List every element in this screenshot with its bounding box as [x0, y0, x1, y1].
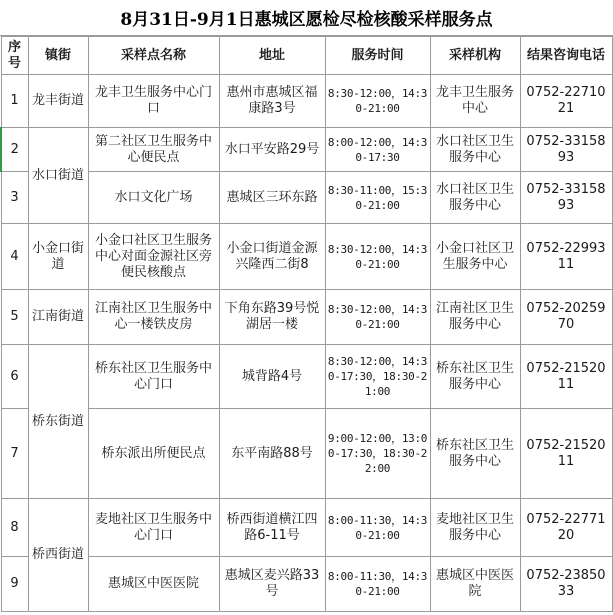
row-index[interactable]: 2	[1, 128, 28, 172]
org-cell[interactable]: 龙丰卫生服务中心	[430, 75, 520, 128]
address-cell[interactable]: 小金口街道金源兴隆西二街8	[219, 224, 325, 290]
address-cell[interactable]: 惠城区麦兴路33号	[219, 557, 325, 612]
address-cell[interactable]: 城背路4号	[219, 345, 325, 409]
column-header-site[interactable]: 采样点名称	[88, 37, 219, 75]
org-cell[interactable]: 水口社区卫生服务中心	[430, 172, 520, 224]
site-cell[interactable]: 桥东派出所便民点	[88, 409, 219, 499]
org-cell[interactable]: 桥东社区卫生服务中心	[430, 409, 520, 499]
site-cell[interactable]: 桥东社区卫生服务中心门口	[88, 345, 219, 409]
row-index[interactable]: 1	[1, 75, 28, 128]
org-cell[interactable]: 小金口社区卫生服务中心	[430, 224, 520, 290]
address-cell[interactable]: 惠城区三环东路	[219, 172, 325, 224]
hours-cell[interactable]: 8:00-11:30，14:30-21:00	[325, 499, 430, 557]
phone-cell[interactable]: 0752-2277120	[520, 499, 612, 557]
street-cell[interactable]: 龙丰街道	[28, 75, 88, 128]
column-header-street[interactable]: 镇街	[28, 37, 88, 75]
hours-cell[interactable]: 8:30-12:00，14:30-21:00	[325, 75, 430, 128]
phone-cell[interactable]: 0752-2152011	[520, 409, 612, 499]
org-cell[interactable]: 惠城区中医医院	[430, 557, 520, 612]
table-row	[1, 409, 612, 499]
site-cell[interactable]: 龙丰卫生服务中心门口	[88, 75, 219, 128]
hours-cell[interactable]: 8:00-11:30，14:30-21:00	[325, 557, 430, 612]
hours-cell[interactable]: 9:00-12:00，13:00-17:30，18:30-22:00	[325, 409, 430, 499]
hours-cell[interactable]: 8:30-12:00，14:30-17:30，18:30-21:00	[325, 345, 430, 409]
column-header-phone[interactable]: 结果咨询电话	[520, 37, 612, 75]
table-row	[1, 499, 612, 557]
site-cell[interactable]: 第二社区卫生服务中心便民点	[88, 128, 219, 172]
address-cell[interactable]: 东平南路88号	[219, 409, 325, 499]
org-cell[interactable]: 桥东社区卫生服务中心	[430, 345, 520, 409]
row-index[interactable]: 5	[1, 290, 28, 345]
column-header-index[interactable]: 序号	[1, 37, 28, 75]
hours-cell[interactable]: 8:30-12:00，14:30-21:00	[325, 290, 430, 345]
row-index[interactable]: 7	[1, 409, 28, 499]
row-index[interactable]: 3	[1, 172, 28, 224]
street-cell[interactable]: 水口街道	[28, 128, 88, 224]
site-cell[interactable]: 水口文化广场	[88, 172, 219, 224]
phone-cell[interactable]: 0752-2299311	[520, 224, 612, 290]
phone-cell[interactable]: 0752-2025970	[520, 290, 612, 345]
address-cell[interactable]: 惠州市惠城区福康路3号	[219, 75, 325, 128]
column-header-org[interactable]: 采样机构	[430, 37, 520, 75]
hours-cell[interactable]: 8:00-12:00，14:30-17:30	[325, 128, 430, 172]
phone-cell[interactable]: 0752-2271021	[520, 75, 612, 128]
row-index[interactable]: 4	[1, 224, 28, 290]
address-cell[interactable]: 水口平安路29号	[219, 128, 325, 172]
phone-cell[interactable]: 0752-3315893	[520, 128, 612, 172]
column-header-address[interactable]: 地址	[219, 37, 325, 75]
address-cell[interactable]: 桥西街道横江四路6-11号	[219, 499, 325, 557]
table-row	[1, 345, 612, 409]
table-header-row	[1, 37, 612, 75]
column-header-hours[interactable]: 服务时间	[325, 37, 430, 75]
site-cell[interactable]: 麦地社区卫生服务中心门口	[88, 499, 219, 557]
org-cell[interactable]: 水口社区卫生服务中心	[430, 128, 520, 172]
site-cell[interactable]: 惠城区中医医院	[88, 557, 219, 612]
table-row	[1, 128, 612, 172]
table-row	[1, 172, 612, 224]
row-index[interactable]: 9	[1, 557, 28, 612]
table-row	[1, 224, 612, 290]
site-cell[interactable]: 小金口社区卫生服务中心对面金源社区旁便民核酸点	[88, 224, 219, 290]
table-row	[1, 290, 612, 345]
phone-cell[interactable]: 0752-3315893	[520, 172, 612, 224]
service-points-table	[0, 36, 613, 612]
hours-cell[interactable]: 8:30-12:00，14:30-21:00	[325, 224, 430, 290]
address-cell[interactable]: 下角东路39号悦湖居一楼	[219, 290, 325, 345]
row-index[interactable]: 6	[1, 345, 28, 409]
table-row	[1, 75, 612, 128]
street-cell[interactable]: 小金口街道	[28, 224, 88, 290]
street-cell[interactable]: 桥西街道	[28, 499, 88, 612]
street-cell[interactable]: 桥东街道	[28, 345, 88, 499]
phone-cell[interactable]: 0752-2152011	[520, 345, 612, 409]
row-index[interactable]: 8	[1, 499, 28, 557]
street-cell[interactable]: 江南街道	[28, 290, 88, 345]
org-cell[interactable]: 麦地社区卫生服务中心	[430, 499, 520, 557]
site-cell[interactable]: 江南社区卫生服务中心一楼铁皮房	[88, 290, 219, 345]
phone-cell[interactable]: 0752-2385033	[520, 557, 612, 612]
page-title: 8月31日-9月1日惠城区愿检尽检核酸采样服务点	[0, 0, 613, 36]
hours-cell[interactable]: 8:30-11:00，15:30-21:00	[325, 172, 430, 224]
table-row	[1, 557, 612, 612]
org-cell[interactable]: 江南社区卫生服务中心	[430, 290, 520, 345]
